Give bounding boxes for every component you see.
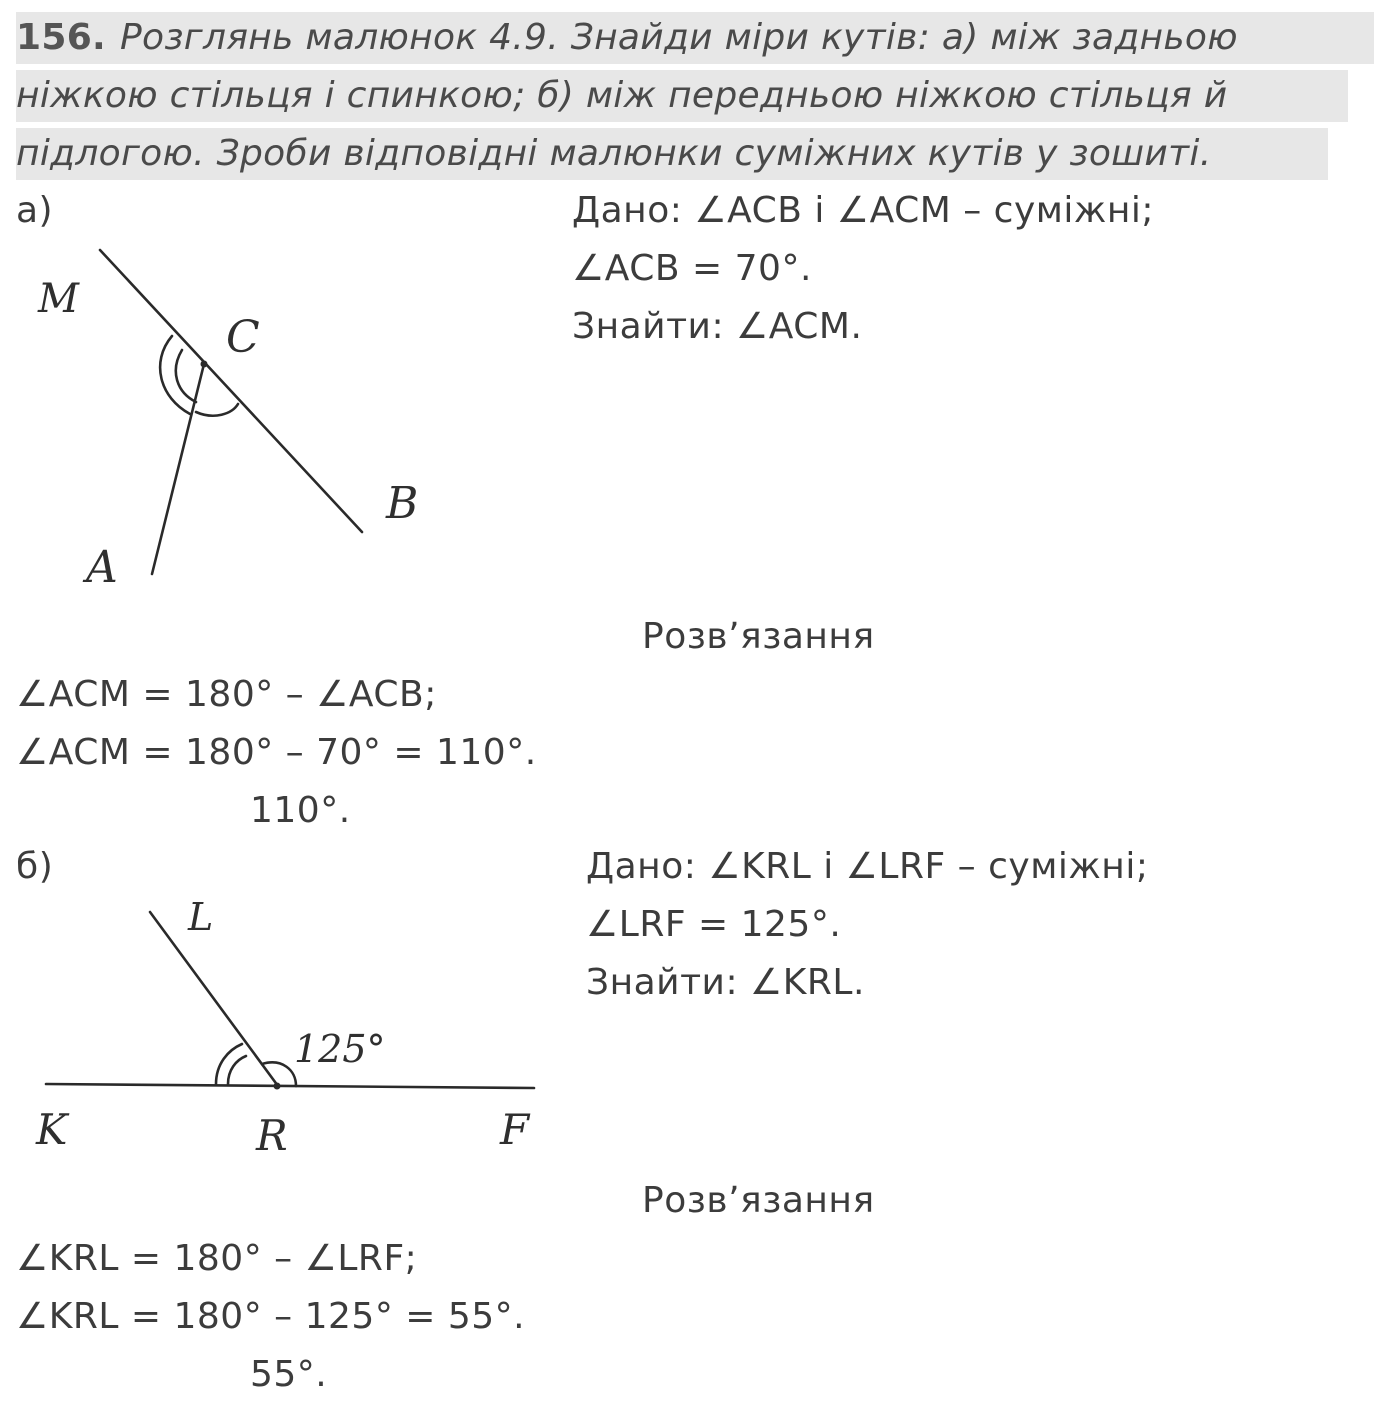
label-angle-125: 125° xyxy=(294,1027,386,1071)
part-b-answer: 55°. xyxy=(250,1354,328,1395)
part-b-given-2: ∠LRF = 125°. xyxy=(586,904,842,945)
task-text-2: ніжкою стільця і спинкою; б) між передньою ніжкою стільця й xyxy=(16,75,1228,116)
part-a-given-2: ∠ACB = 70°. xyxy=(572,248,812,289)
part-a-label: а) xyxy=(16,190,54,231)
task-text-1: Розглянь малюнок 4.9. Знайди міри кутів: а) між задньою xyxy=(120,17,1238,58)
label-b: B xyxy=(386,478,419,529)
part-b-solution-1: ∠KRL = 180° – ∠LRF; xyxy=(16,1238,418,1279)
label-c: C xyxy=(226,312,260,363)
part-a-given-1: Дано: ∠ACB і ∠ACM – суміжні; xyxy=(572,190,1155,231)
label-m: M xyxy=(38,276,79,322)
part-a-solution-2: ∠ACM = 180° – 70° = 110°. xyxy=(16,732,537,773)
part-a-find: Знайти: ∠ACM. xyxy=(572,306,863,347)
part-a-answer: 110°. xyxy=(250,790,351,831)
part-a-solution-title: Розв’язання xyxy=(642,616,875,657)
arc-krl-inner xyxy=(228,1056,246,1084)
ray-rl xyxy=(150,912,278,1086)
line-kf xyxy=(46,1084,534,1088)
part-b-find: Знайти: ∠KRL. xyxy=(586,962,865,1003)
label-r: R xyxy=(256,1111,288,1160)
part-b-solution-title: Розв’язання xyxy=(642,1180,875,1221)
label-k: K xyxy=(36,1105,68,1154)
point-r xyxy=(274,1083,281,1090)
label-l: L xyxy=(188,895,214,939)
task-text-3: підлогою. Зроби відповідні малюнки суміжних кутів у зошиті. xyxy=(16,133,1212,174)
part-b-solution-2: ∠KRL = 180° – 125° = 55°. xyxy=(16,1296,526,1337)
arc-lrf xyxy=(262,1062,296,1086)
part-b-label: б) xyxy=(16,846,54,887)
task-number: 156. xyxy=(16,17,107,58)
part-a-solution-1: ∠ACM = 180° – ∠ACB; xyxy=(16,674,437,715)
label-f: F xyxy=(500,1105,530,1154)
label-a: A xyxy=(86,542,118,593)
part-b-given-1: Дано: ∠KRL і ∠LRF – суміжні; xyxy=(586,846,1149,887)
